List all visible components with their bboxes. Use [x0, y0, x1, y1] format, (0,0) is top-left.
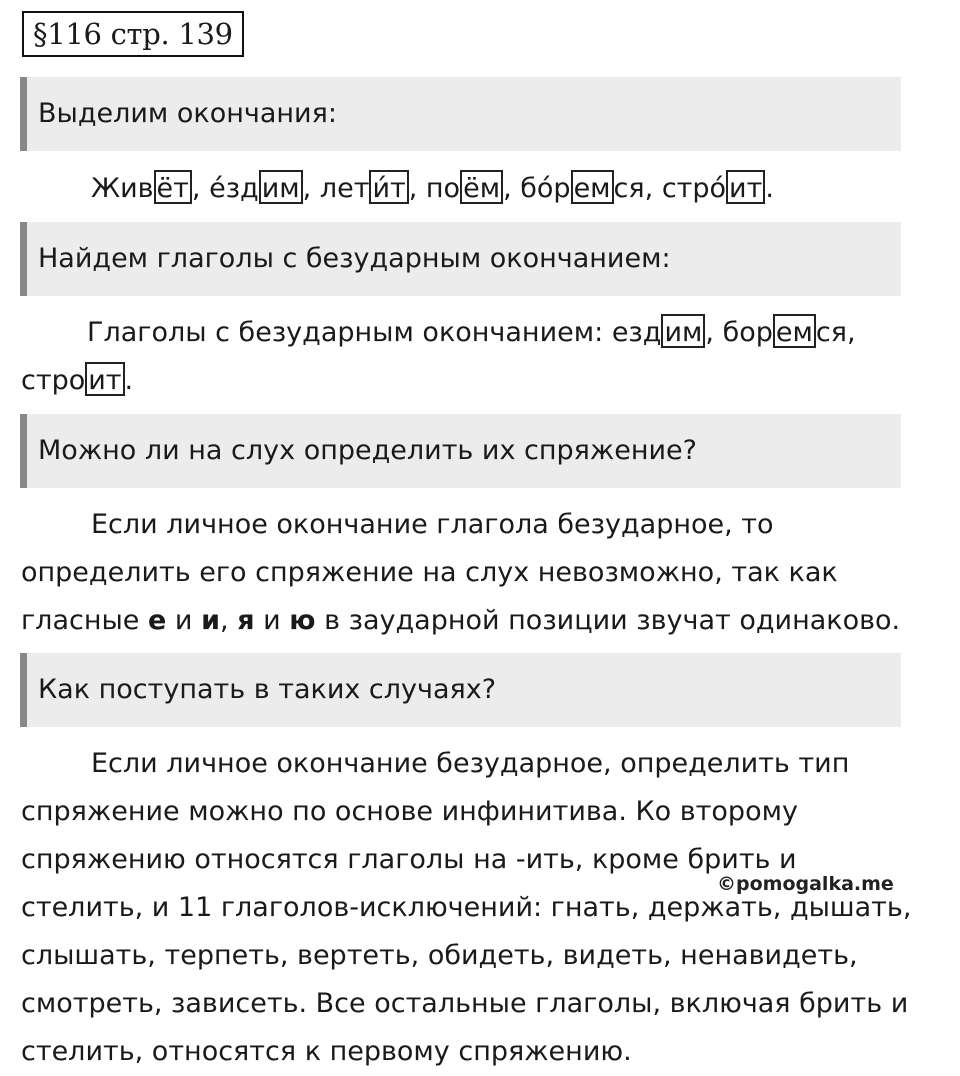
answer-1-line — [21, 165, 926, 213]
answer-3-line-2: определить его спряжение на слух невозможно, так как — [21, 557, 838, 588]
answer-2-line-2 — [21, 357, 926, 405]
word: е́зд им , — [209, 173, 311, 204]
ending-box: ем — [571, 170, 614, 204]
word: стро́ ит . — [662, 173, 774, 204]
answer-3-line-1: Если личное окончание глагола безударное, то — [91, 509, 774, 540]
question-box-3 — [20, 414, 901, 488]
question-text-1: Выделим окончания: — [38, 98, 337, 129]
answer-4-line-1: Если личное окончание безударное, определить тип — [91, 748, 850, 779]
ending-box: ём — [460, 170, 503, 204]
word: по ём , — [426, 173, 512, 204]
question-box-1 — [20, 77, 901, 151]
answer-4-line-7: стелить, относятся к первому спряжению. — [21, 1036, 632, 1067]
answer-2-prefix: Глаголы с безударным окончанием: — [87, 317, 604, 348]
vowel-i: и — [201, 605, 220, 636]
watermark: ©pomogalka.me — [717, 873, 894, 895]
answer-4-line-2: спряжение можно по основе инфинитива. Ко второму — [21, 796, 798, 827]
ending-box: ёт — [154, 170, 192, 204]
word: лет и́т , — [320, 173, 417, 204]
answer-1 — [21, 165, 926, 213]
section-reference: §116 стр. 139 — [22, 11, 244, 57]
answer-3-line-3: гласные е и и, я и ю в заударной позиции звучат одинаково. — [21, 605, 901, 636]
answer-4-line-6: смотреть, зависеть. Все остальные глаголы, включая брить и — [21, 988, 909, 1019]
word: стро ит . — [21, 365, 133, 396]
question-box-4 — [20, 653, 901, 727]
question-text-4: Как поступать в таких случаях? — [38, 674, 497, 705]
vowel-e: е — [148, 605, 167, 636]
word: бор ем ся, — [723, 317, 856, 348]
word: езд им , — [612, 317, 714, 348]
question-text-2: Найдем глаголы с безударным окончанием: — [38, 243, 671, 274]
ending-box: и́т — [369, 170, 408, 204]
answer-2 — [21, 309, 926, 405]
word: Жив ёт , — [91, 173, 200, 204]
vowel-yu: ю — [289, 605, 316, 636]
ending-box: им — [259, 170, 303, 204]
ending-box: ит — [726, 170, 765, 204]
ending-box: ем — [773, 314, 816, 348]
vowel-ya: я — [237, 605, 255, 636]
answer-4-line-4: стелить, и 11 глаголов-исключений: гнать, держать, дышать, — [21, 892, 912, 923]
answer-3 — [21, 501, 926, 645]
answer-4-line-3: спряжению относятся глаголы на -ить, кроме брить и — [21, 844, 797, 875]
ending-box: им — [661, 314, 705, 348]
answer-2-line-1 — [21, 309, 926, 357]
ending-box: ит — [85, 362, 124, 396]
answer-4 — [21, 740, 926, 1076]
question-box-2 — [20, 222, 901, 296]
word: бо́р ем ся, — [520, 173, 653, 204]
question-text-3: Можно ли на слух определить их спряжение? — [38, 435, 697, 466]
answer-4-line-5: слышать, терпеть, вертеть, обидеть, видеть, ненавидеть, — [21, 940, 858, 971]
